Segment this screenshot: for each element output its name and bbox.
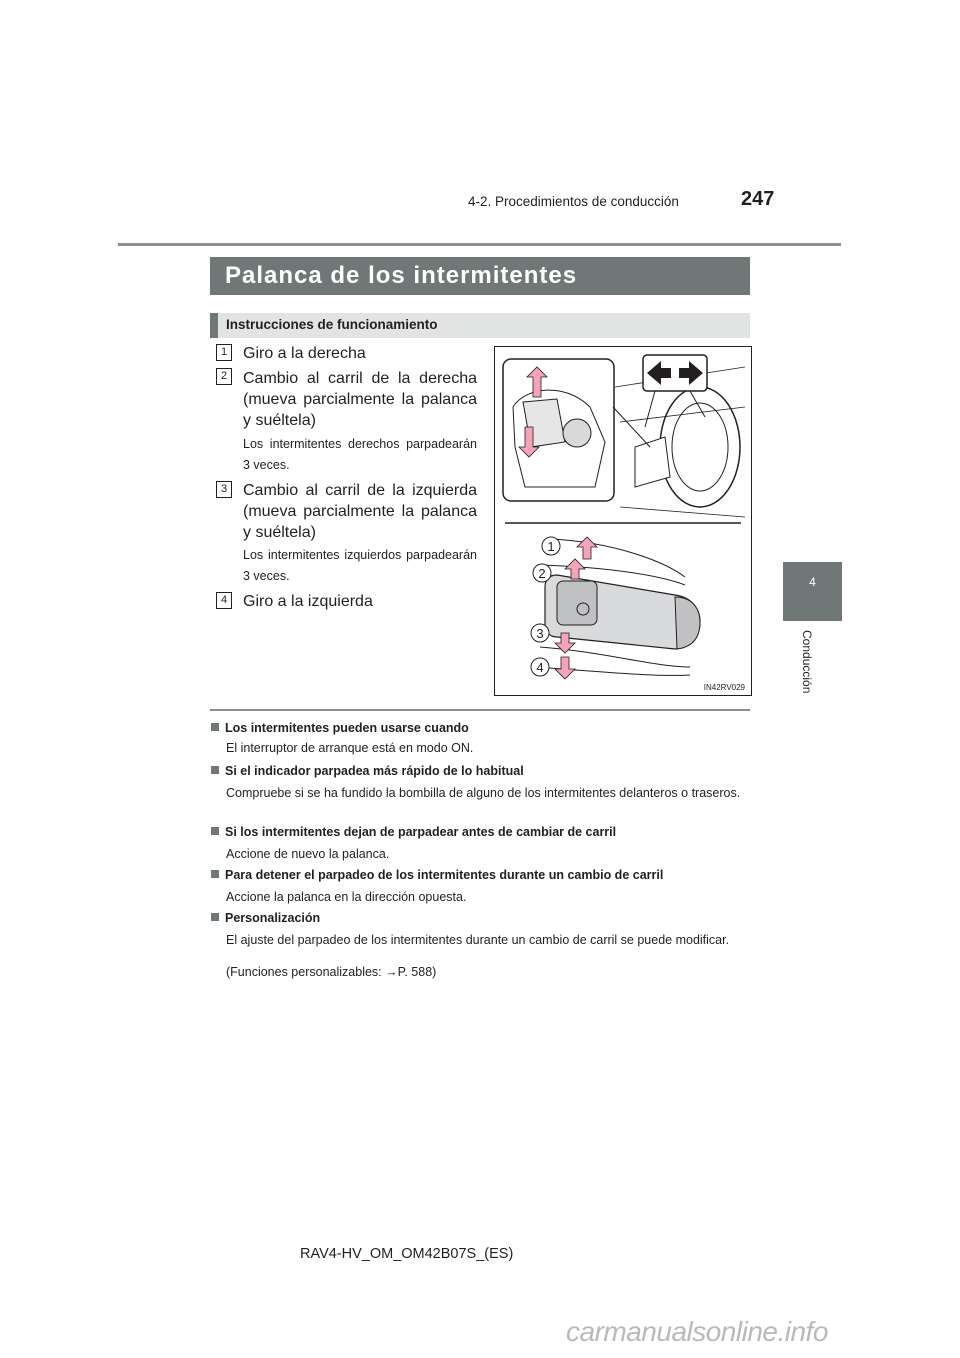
page-number: 247 xyxy=(741,188,775,210)
subtitle-accent xyxy=(210,313,218,338)
bullet-head-4 xyxy=(211,868,663,882)
chapter-label-text: Conducción xyxy=(800,630,814,694)
item-note-2: Los intermitentes derechos parpadearán 3 veces. xyxy=(243,437,477,472)
chapter-tab-number: 4 xyxy=(809,575,816,589)
bullet-head-2 xyxy=(211,764,524,778)
bullet-body-2: Compruebe si se ha fundido la bombilla de alguno de los intermitentes delanteros o traseros. xyxy=(226,786,741,800)
item-note-3: Los intermitentes izquierdos parpadearán 3 veces. xyxy=(243,548,477,583)
item-text-2: Cambio al carril de la derecha (mueva parcialmente la palanca y suéltela) xyxy=(243,370,477,429)
item-number-1: 1 xyxy=(216,344,232,361)
arrow-up-full-icon xyxy=(577,537,597,559)
bullet-head-text: Si el indicador parpadea más rápido de lo habitual xyxy=(225,764,524,778)
item-number-2: 2 xyxy=(216,368,232,385)
label-2: 2 xyxy=(538,566,546,581)
bullet-body-5-ref: (Funciones personalizables: →P. 588) xyxy=(226,965,437,979)
bullet-body-1: El interruptor de arranque está en modo ON. xyxy=(226,741,474,755)
bullet-body-4: Accione la palanca en la dirección opuesta. xyxy=(226,890,467,904)
bullet-head-3 xyxy=(211,825,616,839)
illustration-svg xyxy=(495,347,751,695)
item-text-1: Giro a la derecha xyxy=(243,345,366,362)
arrow-down-full-icon xyxy=(555,657,575,679)
bullet-square-icon xyxy=(211,827,219,835)
item-text-4: Giro a la izquierda xyxy=(243,593,373,610)
item-number-4: 4 xyxy=(216,592,232,609)
subtitle: Instrucciones de funcionamiento xyxy=(226,317,438,332)
bullet-head-text: Los intermitentes pueden usarse cuando xyxy=(225,721,469,735)
item-text-3: Cambio al carril de la izquierda (mueva parcialmente la palanca y suéltela) xyxy=(243,482,477,541)
label-3: 3 xyxy=(536,626,544,641)
bullet-head-1 xyxy=(211,721,469,735)
bullet-head-text: Personalización xyxy=(225,911,321,925)
turn-signal-illustration xyxy=(494,346,752,696)
bullet-head-5 xyxy=(211,911,320,925)
watermark: carmanualsonline.info xyxy=(566,1316,828,1347)
footer-code: RAV4-HV_OM_OM42B07S_(ES) xyxy=(300,1246,514,1262)
bullet-square-icon xyxy=(211,913,219,921)
header-rule xyxy=(118,243,841,246)
page-title: Palanca de los intermitentes xyxy=(225,262,578,289)
chapter-tab xyxy=(783,562,842,621)
section-reference: 4-2. Procedimientos de conducción xyxy=(468,194,679,209)
bullet-body-3: Accione de nuevo la palanca. xyxy=(226,847,390,861)
section-divider xyxy=(210,709,750,711)
bullet-head-text: Si los intermitentes dejan de parpadear antes de cambiar de carril xyxy=(225,825,617,839)
chapter-label xyxy=(800,630,820,710)
item-number-3: 3 xyxy=(216,481,232,498)
bullet-square-icon xyxy=(211,766,219,774)
bullet-square-icon xyxy=(211,870,219,878)
label-4: 4 xyxy=(536,660,544,675)
bullet-body-5: El ajuste del parpadeo de los intermitentes durante un cambio de carril se puede modificar. xyxy=(226,933,730,947)
arrow-up-partial-icon xyxy=(565,559,585,579)
bullet-head-text: Para detener el parpadeo de los intermitentes durante un cambio de carril xyxy=(225,868,664,882)
figure-code: IN42RV029 xyxy=(703,683,745,692)
bullet-square-icon xyxy=(211,723,219,731)
label-1: 1 xyxy=(547,539,555,554)
